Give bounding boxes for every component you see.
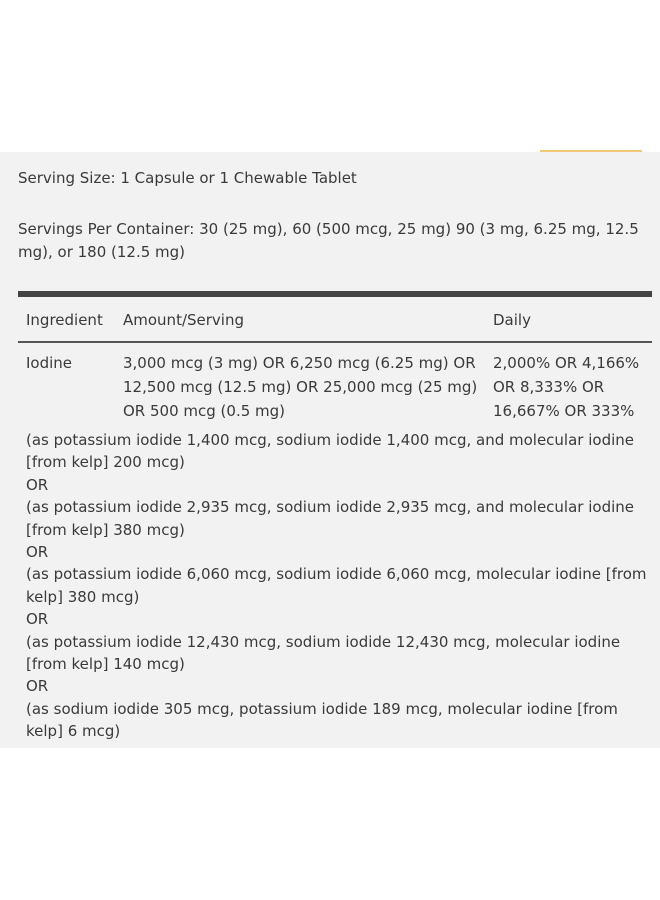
note-line: OR [26, 543, 49, 562]
cell-ingredient: Iodine [26, 354, 73, 372]
daily-line: 2,000% OR 4,166% [493, 354, 640, 372]
note-line: [from kelp] 380 mcg) [26, 520, 185, 539]
note-line: OR [26, 677, 49, 696]
cell-amount [123, 351, 493, 423]
note-line: kelp] 380 mcg) [26, 587, 140, 606]
note-line: (as potassium iodide 1,400 mcg, sodium iodide 1,400 mcg, and molecular iodine [26, 431, 634, 449]
iodine-source-notes [26, 429, 652, 743]
amount-line: 3,000 mcg (3 mg) OR 6,250 mcg (6.25 mg) OR [123, 354, 476, 372]
note-line: OR [26, 475, 49, 494]
table-header-rule [18, 341, 652, 343]
note-line: OR [26, 610, 49, 629]
note-line: (as potassium iodide 6,060 mcg, sodium iodide 6,060 mcg, molecular iodine [from [26, 565, 647, 584]
serving-size: Serving Size: 1 Capsule or 1 Chewable Tablet [18, 169, 357, 187]
cell-daily [493, 351, 653, 423]
note-line: [from kelp] 200 mcg) [26, 453, 185, 472]
note-line: (as sodium iodide 305 mcg, potassium iodide 189 mcg, molecular iodine [from [26, 699, 618, 718]
amount-line: 12,500 mcg (12.5 mg) OR 25,000 mcg (25 mg) [123, 378, 478, 396]
table-top-rule [18, 291, 652, 297]
servings-per-container: Servings Per Container: 30 (25 mg), 60 (500 mcg, 25 mg) 90 (3 mg, 6.25 mg, 12.5 mg), or 180 (12.5 mg) [18, 220, 639, 261]
note-line: kelp] 6 mcg) [26, 722, 121, 741]
header-daily: Daily [493, 311, 531, 329]
amount-line: OR 500 mcg (0.5 mg) [123, 402, 286, 420]
note-line: (as potassium iodide 2,935 mcg, sodium iodide 2,935 mcg, and molecular iodine [26, 498, 634, 517]
note-line: (as potassium iodide 12,430 mcg, sodium iodide 12,430 mcg, molecular iodine [26, 632, 621, 651]
header-amount-serving: Amount/Serving [123, 311, 244, 329]
header-ingredient: Ingredient [26, 311, 103, 329]
accent-line [540, 150, 642, 152]
daily-line: 16,667% OR 333% [493, 402, 635, 420]
note-line: [from kelp] 140 mcg) [26, 655, 185, 674]
daily-line: OR 8,333% OR [493, 378, 605, 396]
table-row [26, 351, 72, 375]
